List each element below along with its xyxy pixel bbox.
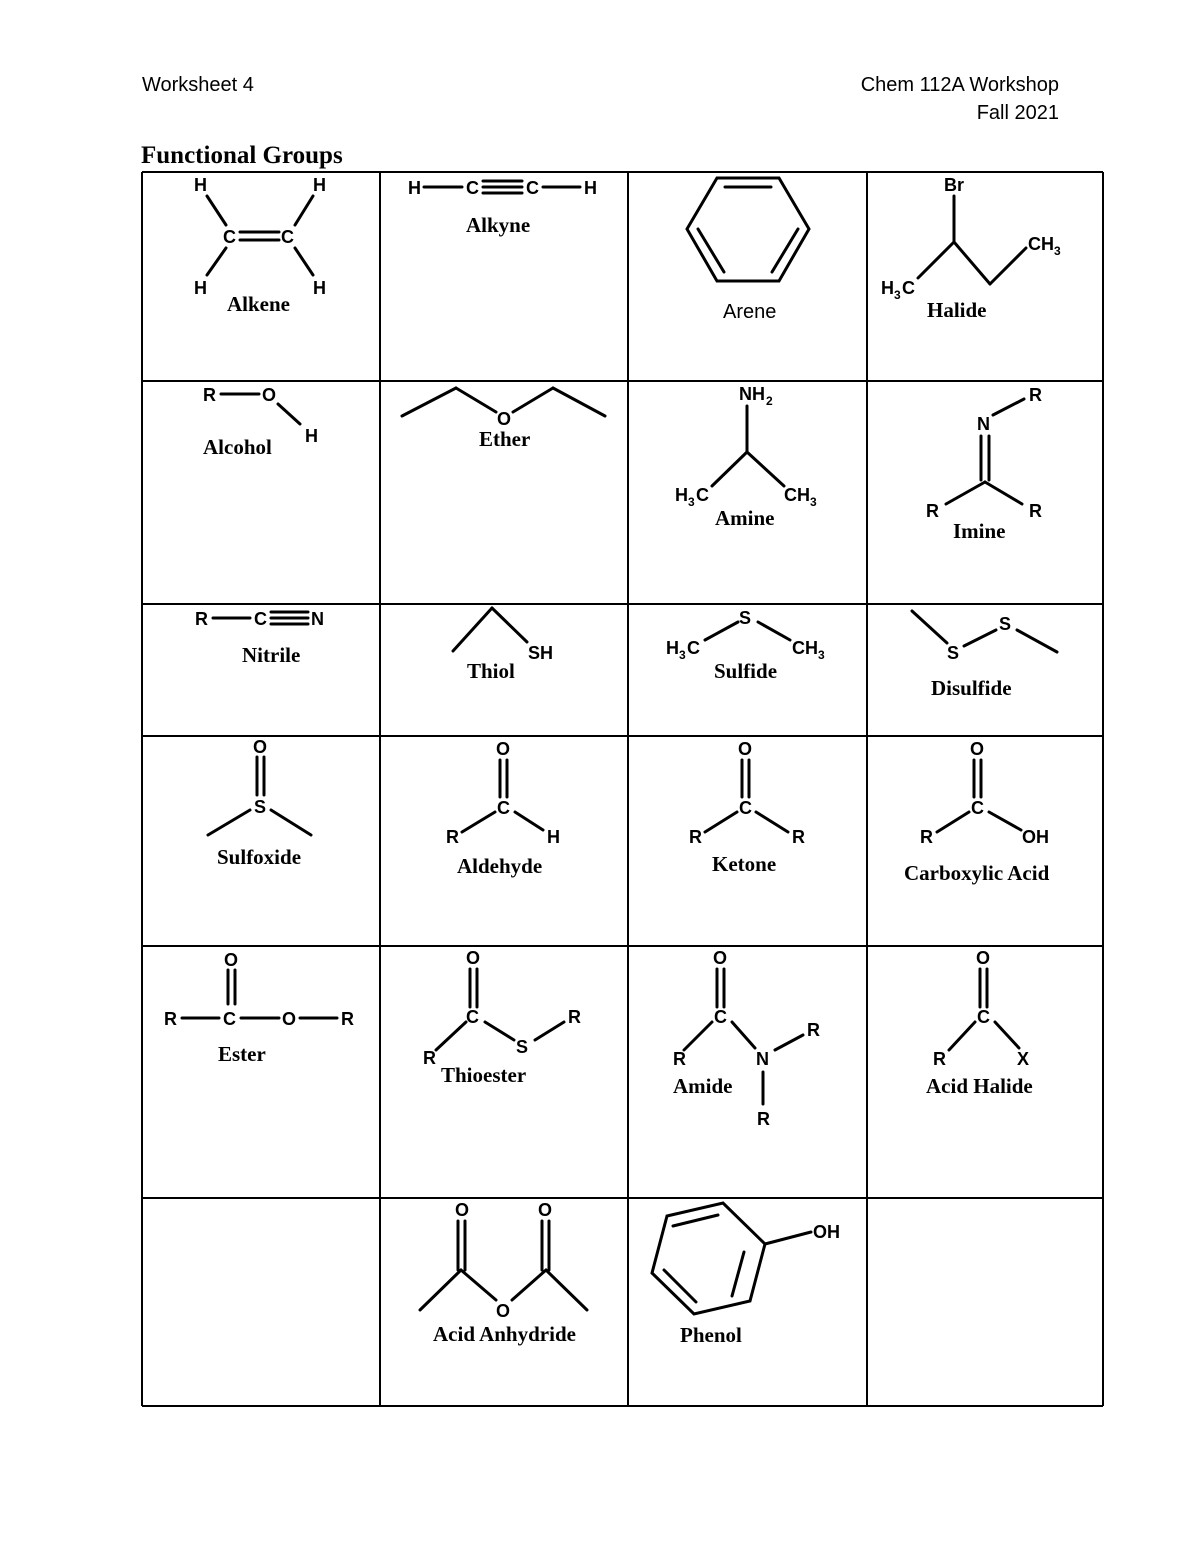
ketone-label: Ketone	[712, 852, 777, 876]
ester-label: Ester	[218, 1042, 266, 1066]
atom-h: H	[313, 175, 326, 195]
ester-structure	[164, 950, 354, 1066]
disulfide-label: Disulfide	[931, 676, 1012, 700]
sulfoxide-structure	[208, 737, 311, 869]
atom-h3c: H	[675, 485, 688, 505]
nitrile-label: Nitrile	[242, 643, 301, 667]
atom-n: N	[311, 609, 324, 629]
atom-o: O	[455, 1200, 470, 1220]
svg-text:C: C	[687, 638, 700, 658]
atom-s: S	[516, 1037, 529, 1057]
atom-r: R	[164, 1009, 177, 1029]
disulfide-structure	[912, 611, 1057, 700]
amide-label: Amide	[673, 1074, 733, 1098]
atom-c: C	[254, 609, 267, 629]
atom-c: C	[223, 1009, 236, 1029]
atom-r: R	[203, 385, 216, 405]
svg-text:3: 3	[818, 648, 825, 662]
atom-r: R	[195, 609, 208, 629]
atom-r: R	[920, 827, 933, 847]
atom-nh2: NH	[739, 384, 765, 404]
aldehyde-structure	[446, 739, 560, 878]
term: Fall 2021	[976, 102, 1059, 124]
atom-sh: SH	[528, 643, 554, 663]
atom-ch3: CH	[792, 638, 818, 658]
arene-structure	[687, 178, 809, 323]
atom-c: C	[497, 798, 510, 818]
svg-text:3: 3	[679, 648, 686, 662]
atom-h: H	[194, 175, 207, 195]
svg-text:3: 3	[1054, 244, 1061, 258]
atom-c: C	[739, 798, 752, 818]
atom-c: C	[971, 798, 984, 818]
acid-halide-structure	[926, 948, 1033, 1098]
atom-o: O	[976, 948, 991, 968]
atom-oh: OH	[813, 1222, 840, 1242]
atom-x: X	[1017, 1049, 1030, 1069]
alkyne-label: Alkyne	[466, 213, 531, 237]
halide-label: Halide	[927, 298, 987, 322]
atom-o: O	[466, 948, 481, 968]
atom-r: R	[568, 1007, 581, 1027]
amide-structure	[673, 948, 820, 1129]
atom-r: R	[673, 1049, 686, 1069]
svg-text:3: 3	[894, 288, 901, 302]
alkene-structure	[194, 175, 326, 316]
sulfoxide-label: Sulfoxide	[217, 845, 302, 869]
svg-text:3: 3	[688, 495, 695, 509]
atom-r: R	[423, 1048, 436, 1068]
ether-structure	[402, 388, 605, 451]
atom-o: O	[713, 948, 728, 968]
atom-h: H	[313, 278, 326, 298]
svg-text:C: C	[696, 485, 709, 505]
atom-s: S	[947, 643, 960, 663]
sulfide-label: Sulfide	[714, 659, 778, 683]
imine-label: Imine	[953, 519, 1006, 543]
atom-c: C	[466, 178, 479, 198]
atom-r: R	[1029, 385, 1042, 405]
atom-ch3: CH	[784, 485, 810, 505]
atom-o: O	[224, 950, 239, 970]
ketone-structure	[689, 739, 805, 876]
atom-r: R	[689, 827, 702, 847]
atom-s: S	[254, 797, 267, 817]
phenol-label: Phenol	[680, 1323, 742, 1347]
table-grid	[142, 172, 1103, 1406]
atom-n: N	[977, 414, 990, 434]
atom-r: R	[933, 1049, 946, 1069]
atom-c: C	[223, 227, 236, 247]
acid-anhydride-structure	[420, 1200, 587, 1346]
atom-h3c: H	[666, 638, 679, 658]
atom-s: S	[739, 608, 752, 628]
imine-structure	[926, 385, 1042, 543]
atom-o: O	[496, 1301, 511, 1321]
atom-o: O	[497, 409, 512, 429]
halide-structure	[881, 175, 1061, 322]
alkyne-structure	[408, 178, 597, 237]
atom-c: C	[977, 1007, 990, 1027]
atom-r: R	[446, 827, 459, 847]
alkene-label: Alkene	[227, 292, 290, 316]
alcohol-label: Alcohol	[203, 435, 272, 459]
nitrile-structure	[195, 609, 324, 667]
worksheet-number: Worksheet 4	[142, 74, 254, 96]
atom-o: O	[496, 739, 511, 759]
svg-text:3: 3	[810, 495, 817, 509]
atom-h: H	[584, 178, 597, 198]
thiol-label: Thiol	[467, 659, 515, 683]
svg-text:2: 2	[766, 394, 773, 408]
atom-r: R	[807, 1020, 820, 1040]
atom-o: O	[738, 739, 753, 759]
thiol-structure	[453, 608, 553, 683]
atom-h: H	[305, 426, 318, 446]
carboxylic-acid-structure	[904, 739, 1050, 885]
atom-br: Br	[944, 175, 965, 195]
atom-o: O	[262, 385, 277, 405]
atom-oh: OH	[1022, 827, 1049, 847]
page-title: Functional Groups	[141, 142, 343, 169]
atom-o: O	[282, 1009, 297, 1029]
atom-h: H	[194, 278, 207, 298]
atom-n: N	[756, 1049, 769, 1069]
phenol-structure	[652, 1203, 840, 1347]
atom-ch3: CH	[1028, 234, 1054, 254]
atom-r: R	[757, 1109, 770, 1129]
atom-r: R	[926, 501, 939, 521]
atom-r: R	[1029, 501, 1042, 521]
atom-r: R	[341, 1009, 354, 1029]
atom-o: O	[970, 739, 985, 759]
alcohol-structure	[203, 385, 318, 459]
atom-r: R	[792, 827, 805, 847]
atom-o: O	[253, 737, 268, 757]
acid-halide-label: Acid Halide	[926, 1074, 1033, 1098]
ether-label: Ether	[479, 427, 531, 451]
atom-c: C	[466, 1007, 479, 1027]
course-name: Chem 112A Workshop	[860, 74, 1059, 96]
thioester-label: Thioester	[441, 1063, 527, 1087]
amine-structure	[675, 384, 817, 530]
thioester-structure	[423, 948, 581, 1087]
aldehyde-label: Aldehyde	[457, 854, 543, 878]
acid-anhydride-label: Acid Anhydride	[433, 1322, 576, 1346]
svg-text:C: C	[902, 278, 915, 298]
carboxylic-acid-label: Carboxylic Acid	[904, 861, 1050, 885]
atom-c: C	[281, 227, 294, 247]
atom-h: H	[408, 178, 421, 198]
atom-c: C	[526, 178, 539, 198]
atom-h3c: H	[881, 278, 894, 298]
sulfide-structure	[666, 608, 825, 683]
arene-label: Arene	[723, 301, 777, 323]
atom-s: S	[999, 614, 1012, 634]
amine-label: Amine	[715, 506, 775, 530]
atom-c: C	[714, 1007, 727, 1027]
atom-o: O	[538, 1200, 553, 1220]
atom-h: H	[547, 827, 560, 847]
